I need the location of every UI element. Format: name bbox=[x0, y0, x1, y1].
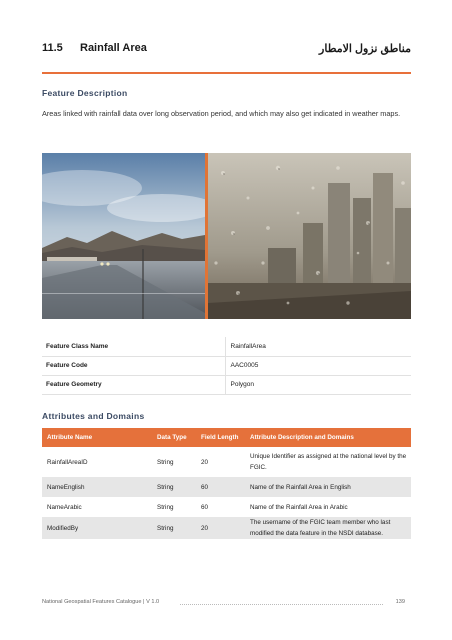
feature-code-label: Feature Code bbox=[42, 356, 225, 375]
table-row bbox=[42, 477, 411, 497]
column-header-data-type: Data Type bbox=[152, 428, 196, 447]
field-length-cell: 20 bbox=[196, 517, 245, 539]
footer-text: National Geospatial Features Catalogue | V 1.0 bbox=[42, 599, 160, 605]
table-row bbox=[42, 337, 411, 356]
table-row bbox=[42, 447, 411, 477]
column-header-field-length: Field Length bbox=[196, 428, 245, 447]
description-cell: The username of the FGIC team member who last modified the data feature in the NSDI database. bbox=[245, 517, 411, 539]
feature-geometry-value: Polygon bbox=[225, 375, 411, 394]
page-footer bbox=[42, 599, 411, 609]
section-arabic-title: مناطق نزول الامطار bbox=[319, 43, 411, 55]
rain-window-skyline-photo bbox=[208, 153, 411, 319]
section-header bbox=[42, 42, 411, 58]
attribute-name-cell: NameEnglish bbox=[42, 477, 152, 497]
section-title: Rainfall Area bbox=[80, 42, 147, 54]
data-type-cell: String bbox=[152, 517, 196, 539]
feature-class-name-value: RainfallArea bbox=[225, 337, 411, 356]
header-divider bbox=[42, 72, 411, 74]
description-cell: Unique Identifier as assigned at the national level by the FGIC. bbox=[245, 447, 411, 477]
table-row bbox=[42, 497, 411, 517]
data-type-cell: String bbox=[152, 497, 196, 517]
attribute-name-cell: NameArabic bbox=[42, 497, 152, 517]
field-length-cell: 60 bbox=[196, 497, 245, 517]
table-header-row bbox=[42, 428, 411, 447]
feature-class-name-label: Feature Class Name bbox=[42, 337, 225, 356]
column-header-description: Attribute Description and Domains bbox=[245, 428, 411, 447]
description-cell: Name of the Rainfall Area in Arabic bbox=[245, 497, 411, 517]
column-header-attribute-name: Attribute Name bbox=[42, 428, 152, 447]
feature-description-text: Areas linked with rainfall data over long observation period, and which may also get indicated in weather maps. bbox=[42, 109, 401, 118]
data-type-cell: String bbox=[152, 447, 196, 477]
description-cell: Name of the Rainfall Area in English bbox=[245, 477, 411, 497]
table-row bbox=[42, 356, 411, 375]
feature-geometry-label: Feature Geometry bbox=[42, 375, 225, 394]
table-row bbox=[42, 517, 411, 539]
attributes-heading: Attributes and Domains bbox=[42, 411, 145, 421]
feature-description-heading: Feature Description bbox=[42, 88, 128, 98]
rainy-highway-photo bbox=[42, 153, 205, 319]
field-length-cell: 60 bbox=[196, 477, 245, 497]
attributes-table bbox=[42, 428, 411, 539]
feature-info-table bbox=[42, 337, 411, 395]
feature-code-value: AAC0005 bbox=[225, 356, 411, 375]
attribute-name-cell: RainfallAreaID bbox=[42, 447, 152, 477]
footer-leader-dots bbox=[180, 602, 383, 605]
data-type-cell: String bbox=[152, 477, 196, 497]
section-number: 11.5 bbox=[42, 42, 63, 54]
field-length-cell: 20 bbox=[196, 447, 245, 477]
table-row bbox=[42, 375, 411, 394]
attribute-name-cell: ModifiedBy bbox=[42, 517, 152, 539]
page-number: 139 bbox=[395, 599, 405, 605]
